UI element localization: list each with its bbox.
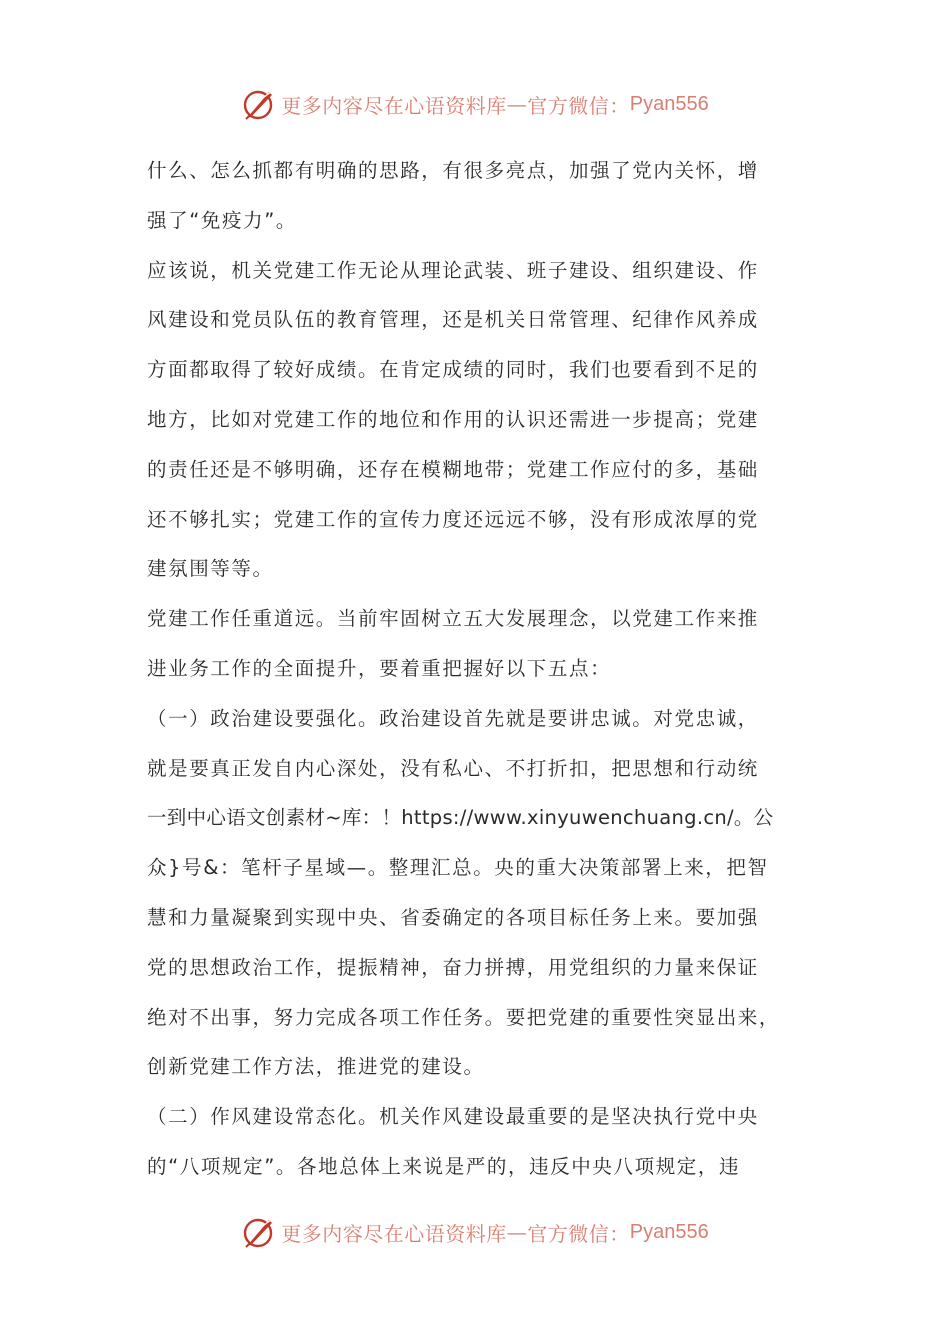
body-line: 进业务工作的全面提升，要着重把握好以下五点： bbox=[147, 656, 612, 680]
header-site-text: 更多内容尽在心语资料库 bbox=[281, 93, 507, 118]
body-line: 强了“免疫力”。 bbox=[147, 208, 298, 232]
header-banner bbox=[0, 82, 950, 126]
body-line: 慧和力量凝聚到实现中央、省委确定的各项目标任务上来。要加强 bbox=[147, 905, 759, 929]
footer-banner bbox=[0, 1210, 950, 1254]
footer-site-text: 更多内容尽在心语资料库 bbox=[281, 1221, 507, 1246]
body-line: 还不够扎实；党建工作的宣传力度还远远不够，没有形成浓厚的党 bbox=[147, 507, 759, 531]
body-line: 党建工作任重道远。当前牢固树立五大发展理念，以党建工作来推 bbox=[147, 607, 759, 631]
body-line: 党的思想政治工作，提振精神，奋力拼搏，用党组织的力量来保证 bbox=[147, 955, 759, 979]
body-line: 风建设和党员队伍的教育管理，还是机关日常管理、纪律作风养成 bbox=[147, 308, 759, 332]
header-wechat-label: 官方微信： bbox=[527, 93, 630, 118]
body-line: （二）作风建设常态化。机关作风建设最重要的是坚决执行党中央 bbox=[147, 1105, 759, 1129]
header-wechat-id: Pyan556 bbox=[629, 92, 709, 115]
body-line: 众}号&：笔杆子星域—。整理汇总。央的重大决策部署上来，把智 bbox=[147, 856, 769, 880]
document-body bbox=[147, 146, 807, 1192]
body-line: 就是要真正发自内心深处，没有私心、不打折扣，把思想和行动统 bbox=[147, 756, 759, 780]
body-line: 地方，比如对党建工作的地位和作用的认识还需进一步提高；党建 bbox=[147, 407, 759, 431]
body-line: 应该说，机关党建工作无论从理论武装、班子建设、组织建设、作 bbox=[147, 258, 759, 282]
footer-separator: — bbox=[506, 1220, 528, 1244]
body-line: 的“八项规定”。各地总体上来说是严的，违反中央八项规定，违 bbox=[147, 1154, 741, 1178]
body-line: 绝对不出事，努力完成各项工作任务。要把党建的重要性突显出来， bbox=[147, 1005, 781, 1029]
footer-wechat-label: 官方微信： bbox=[527, 1221, 630, 1246]
quill-logo-icon bbox=[241, 86, 277, 122]
footer-wechat-id: Pyan556 bbox=[629, 1220, 709, 1243]
header-separator: — bbox=[506, 92, 528, 116]
quill-logo-icon bbox=[241, 1214, 277, 1250]
body-line: 创新党建工作方法，推进党的建设。 bbox=[147, 1055, 485, 1079]
body-line-with-url: 一到中心语文创素材~库：！https://www.xinyuwenchuang.cn/。公 bbox=[147, 806, 774, 830]
body-line: 什么、怎么抓都有明确的思路，有很多亮点，加强了党内关怀，增 bbox=[147, 159, 759, 182]
body-line: 方面都取得了较好成绩。在肯定成绩的同时，我们也要看到不足的 bbox=[147, 358, 759, 382]
body-line: 建氛围等等。 bbox=[147, 557, 274, 581]
body-line: （一）政治建设要强化。政治建设首先就是要讲忠诚。对党忠诚， bbox=[147, 706, 759, 730]
body-line: 的责任还是不够明确，还存在模糊地带；党建工作应付的多，基础 bbox=[147, 457, 759, 481]
